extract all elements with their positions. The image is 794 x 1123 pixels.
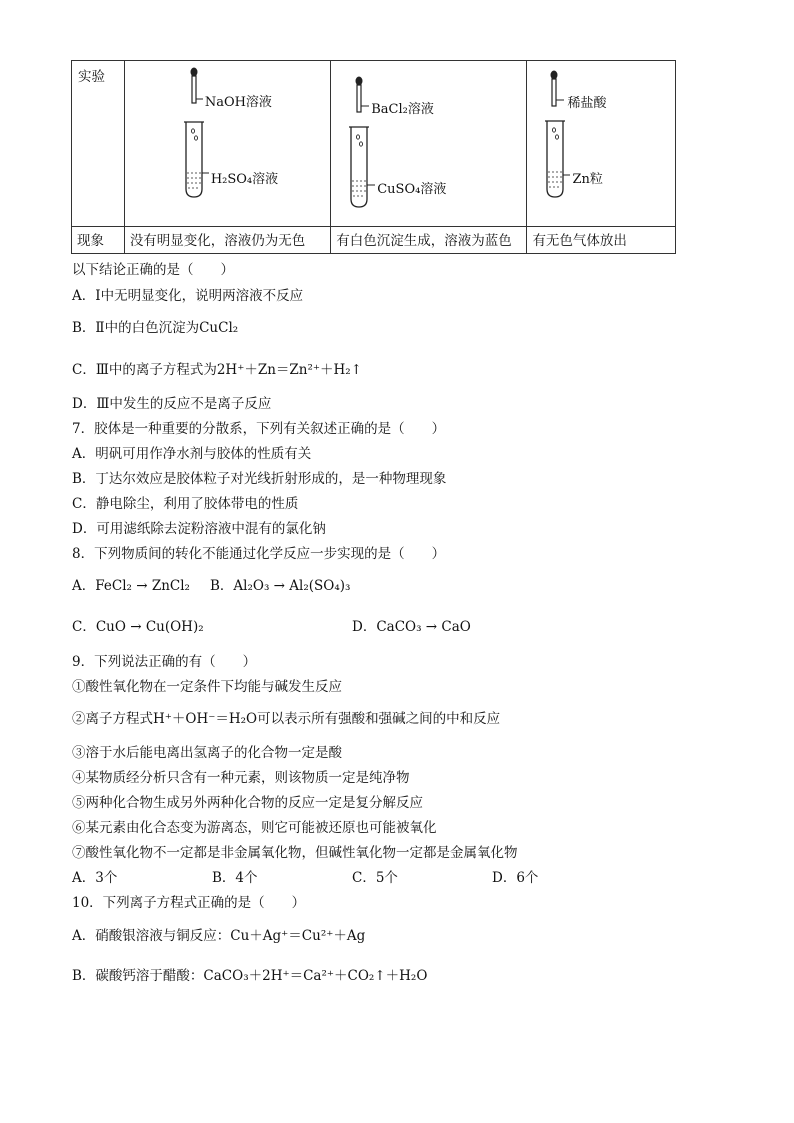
- question-9-statement-5: ⑤两种化合物生成另外两种化合物的反应一定是复分解反应: [72, 795, 423, 811]
- experiment-2-tube-label: CuSO₄溶液: [377, 182, 447, 197]
- question-10-stem: 10．下列离子方程式正确的是（ ）: [72, 895, 306, 911]
- experiment-2-dropper-label: BaCl₂溶液: [371, 102, 434, 117]
- row-header-experiment: 实验: [72, 61, 125, 227]
- row-header-phenomenon: 现象: [72, 227, 125, 254]
- question-8-option-c: C．CuO → Cu(OH)₂: [72, 619, 204, 635]
- experiment-1-cell: [124, 61, 330, 227]
- experiment-2-phenomenon: 有白色沉淀生成，溶液为蓝色: [331, 227, 527, 254]
- experiment-1-apparatus-icon: [125, 61, 332, 226]
- question-9-statement-2: ②离子方程式H⁺＋OH⁻＝H₂O可以表示所有强酸和强碱之间的中和反应: [72, 711, 501, 727]
- question-8-option-a: A．FeCl₂ → ZnCl₂: [72, 578, 190, 594]
- question-8-stem: 8．下列物质间的转化不能通过化学反应一步实现的是（ ）: [72, 546, 446, 562]
- question-9-statement-4: ④某物质经分析只含有一种元素，则该物质一定是纯净物: [72, 770, 410, 786]
- question-8-option-d: D．CaCO₃ → CaO: [352, 619, 471, 635]
- question-8-option-b: B．Al₂O₃ → Al₂(SO₄)₃: [210, 578, 351, 594]
- question-9-option-c: C．5个: [352, 870, 398, 886]
- question-9-stem: 9．下列说法正确的有（ ）: [72, 654, 257, 670]
- experiment-2-apparatus-icon: [331, 61, 527, 226]
- question-6-option-c: C．Ⅲ中的离子方程式为2H⁺＋Zn＝Zn²⁺＋H₂↑: [72, 362, 363, 378]
- question-6-stem: 以下结论正确的是（ ）: [72, 262, 234, 278]
- experiment-1-dropper-label: NaOH溶液: [204, 95, 272, 110]
- question-6-option-a: A．Ⅰ中无明显变化，说明两溶液不反应: [72, 288, 304, 304]
- experiment-3-cell: [527, 61, 676, 227]
- question-6-option-d: D．Ⅲ中发生的反应不是离子反应: [72, 396, 272, 412]
- question-10-option-b: B．碳酸钙溶于醋酸：CaCO₃＋2H⁺＝Ca²⁺＋CO₂↑＋H₂O: [72, 968, 428, 984]
- question-7-option-c: C．静电除尘，利用了胶体带电的性质: [72, 496, 299, 512]
- experiment-3-phenomenon: 有无色气体放出: [527, 227, 676, 254]
- question-7-option-b: B．丁达尔效应是胶体粒子对光线折射形成的，是一种物理现象: [72, 471, 447, 487]
- question-9-option-d: D．6个: [492, 870, 539, 886]
- question-9-statement-3: ③溶于水后能电离出氢离子的化合物一定是酸: [72, 745, 342, 761]
- question-7-stem: 7．胶体是一种重要的分散系，下列有关叙述正确的是（ ）: [72, 421, 446, 437]
- question-9-option-a: A．3个: [72, 870, 118, 886]
- experiment-1-phenomenon: 没有明显变化，溶液仍为无色: [124, 227, 330, 254]
- question-7-option-d: D．可用滤纸除去淀粉溶液中混有的氯化钠: [72, 521, 326, 537]
- experiment-table: [71, 60, 676, 254]
- question-7-option-a: A．明矾可用作净水剂与胶体的性质有关: [72, 446, 312, 462]
- question-9-statement-7: ⑦酸性氧化物不一定都是非金属氧化物，但碱性氧化物一定都是金属氧化物: [72, 845, 518, 861]
- question-6-option-b: B．Ⅱ中的白色沉淀为CuCl₂: [72, 320, 239, 336]
- question-9-statement-6: ⑥某元素由化合态变为游离态，则它可能被还原也可能被氧化: [72, 820, 437, 836]
- experiment-3-apparatus-icon: [527, 61, 678, 226]
- question-10-option-a: A．硝酸银溶液与铜反应：Cu＋Ag⁺＝Cu²⁺＋Ag: [72, 928, 366, 944]
- experiment-3-tube-label: Zn粒: [572, 172, 603, 187]
- experiment-2-cell: [331, 61, 527, 227]
- question-9-statement-1: ①酸性氧化物在一定条件下均能与碱发生反应: [72, 679, 342, 695]
- experiment-3-dropper-label: 稀盐酸: [567, 96, 607, 111]
- experiment-1-tube-label: H₂SO₄溶液: [210, 172, 279, 187]
- question-9-option-b: B．4个: [212, 870, 258, 886]
